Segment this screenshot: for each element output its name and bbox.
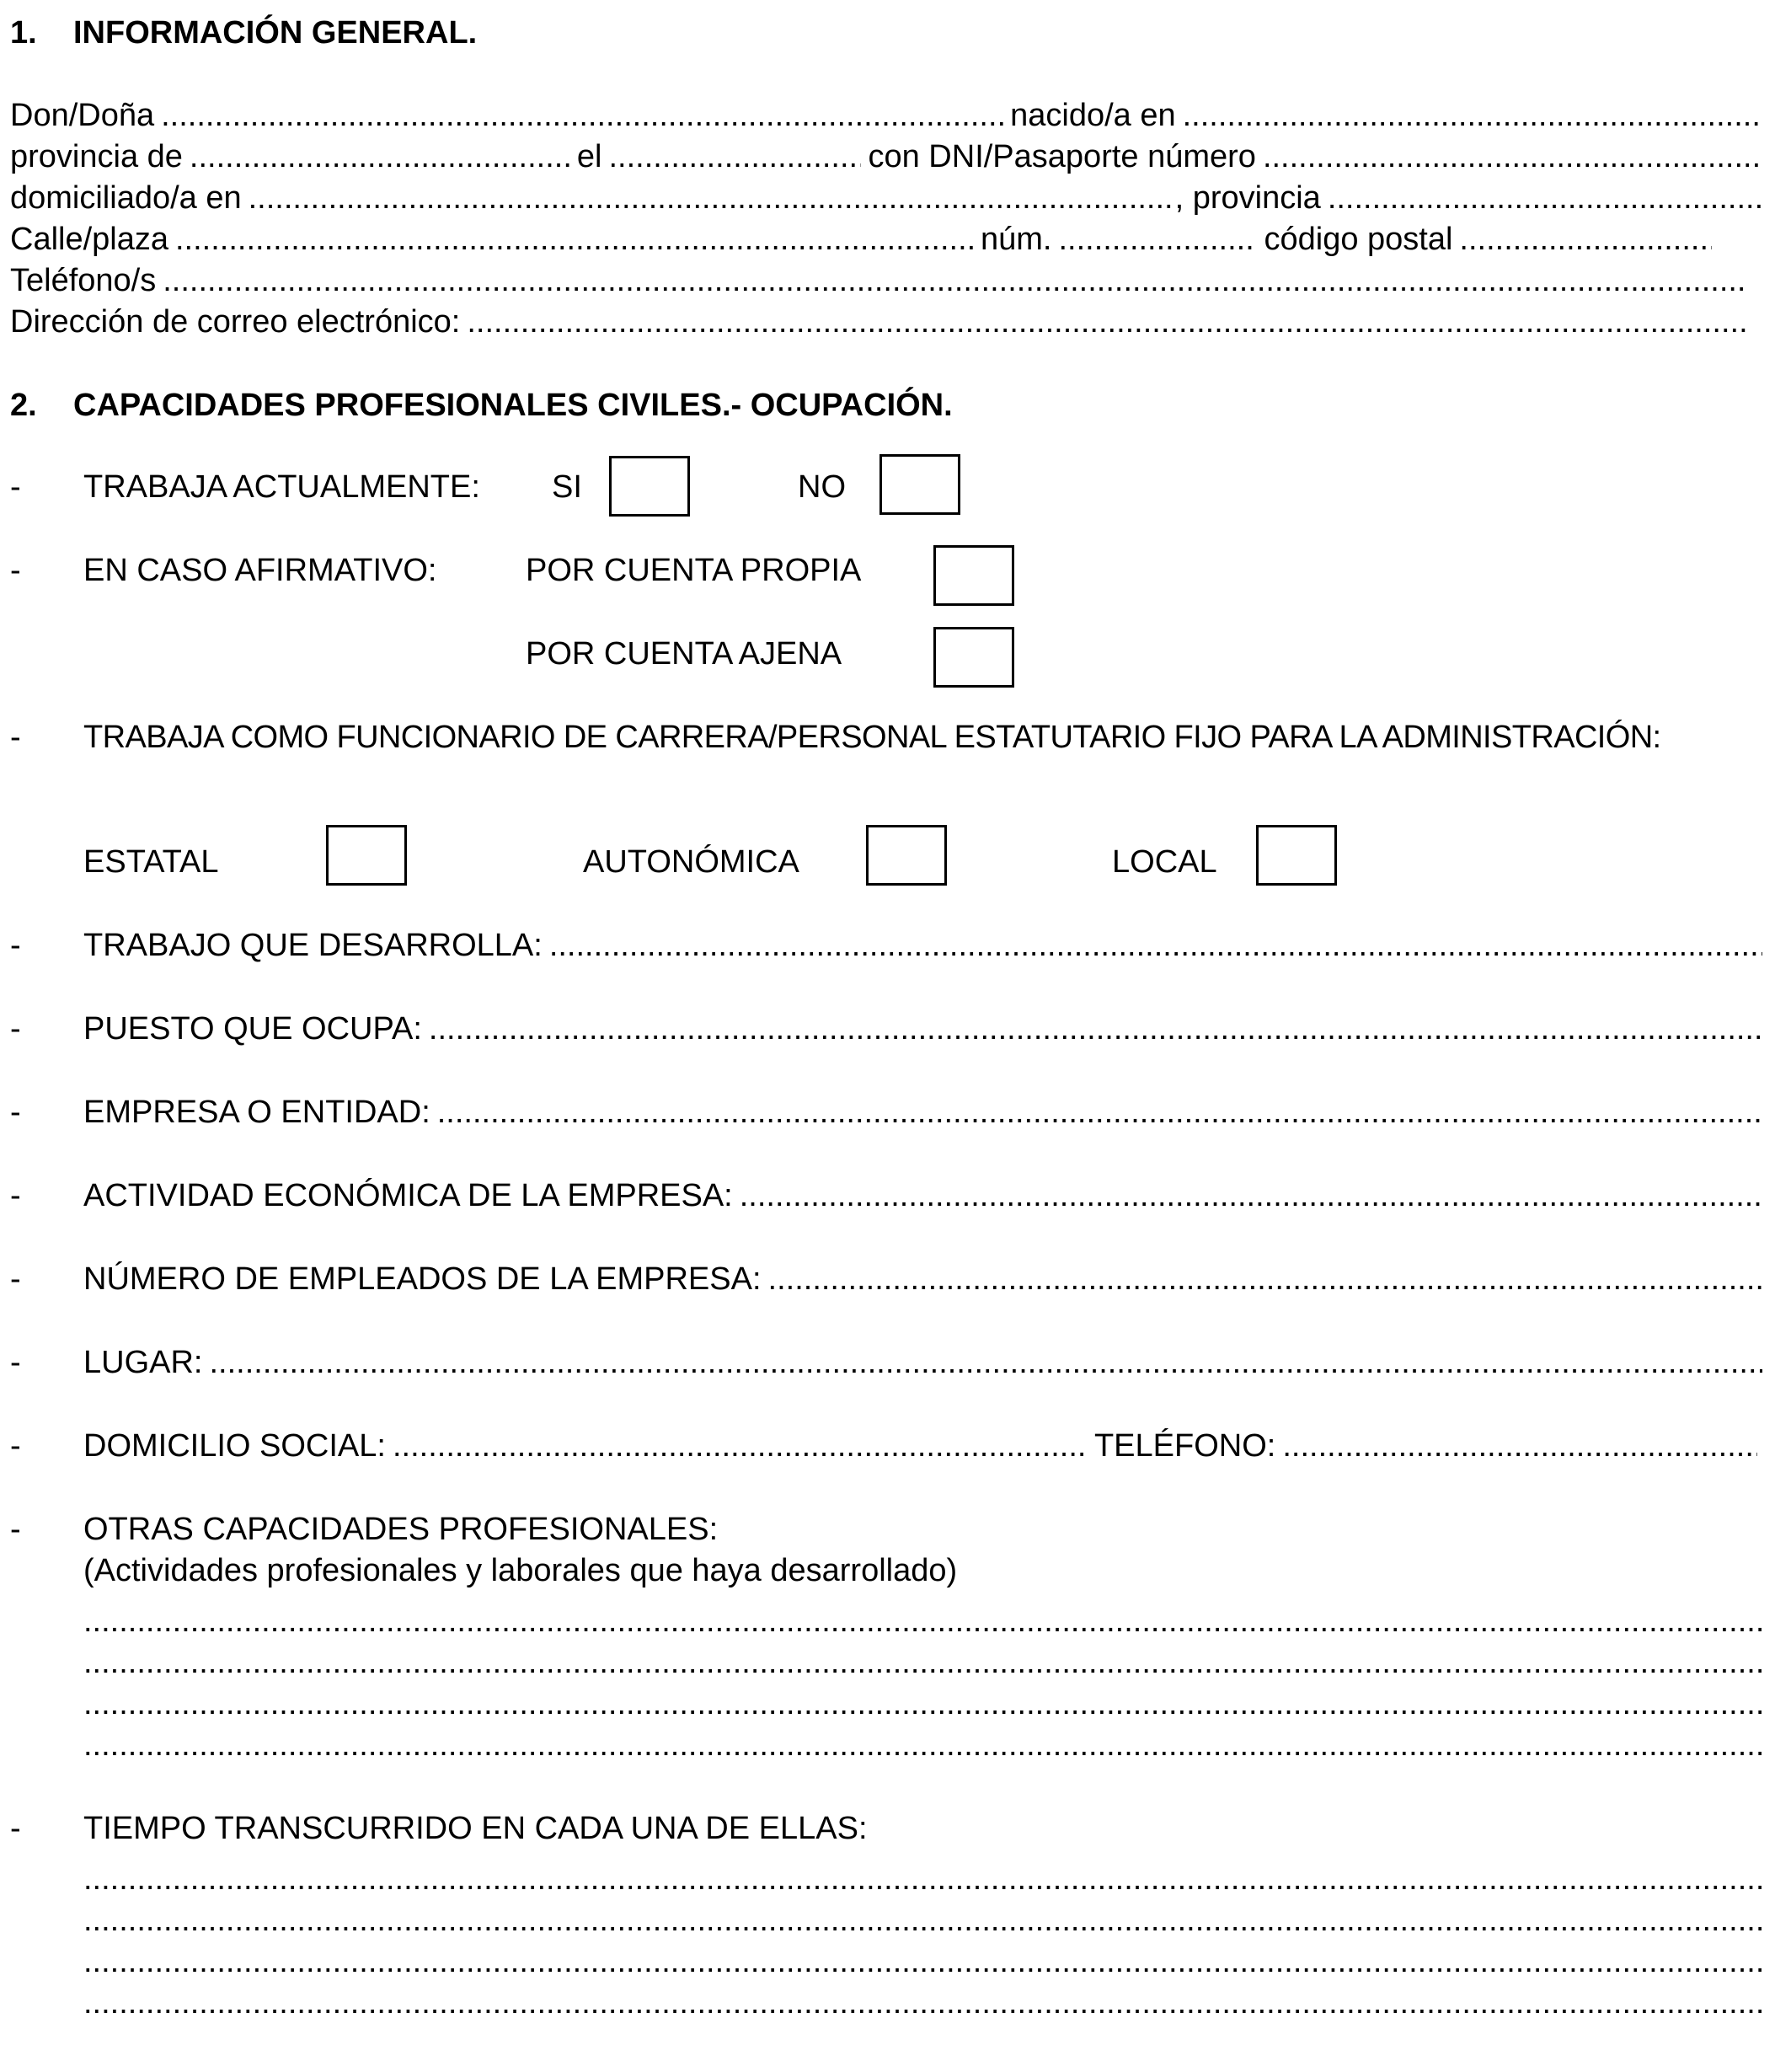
field-calle[interactable] [175,218,974,260]
field-provincia[interactable] [1328,177,1762,219]
label-no: NO [798,469,846,505]
row-calle [10,218,1719,260]
bullet-dash: - [10,553,21,588]
section-1-heading [10,12,477,54]
row-provincia-dni [10,136,1769,178]
field-otras-line-1[interactable] [83,1600,1764,1642]
label-telefonos: Teléfono/s [10,263,157,298]
checkbox-cuenta-propia[interactable] [933,545,1014,606]
bullet-dash: - [10,1811,21,1846]
label-nacido-en: nacido/a en [1010,98,1176,133]
checkbox-autonomica[interactable] [866,825,947,886]
label-don-dona: Don/Doña [10,98,155,133]
field-otras-line-4[interactable] [83,1724,1764,1766]
checkbox-local[interactable] [1256,825,1337,886]
field-tiempo-line-2[interactable] [83,1899,1764,1941]
label-tiempo: TIEMPO TRANSCURRIDO EN CADA UNA DE ELLAS: [83,1811,868,1846]
label-dni: con DNI/Pasaporte número [868,139,1256,174]
section-2-heading [10,384,953,426]
section-1-number: 1. [10,15,37,51]
label-puesto: PUESTO QUE OCUPA: [83,1011,422,1047]
section-2-title: CAPACIDADES PROFESIONALES CIVILES.- OCUPACIÓN. [73,388,953,423]
label-domicilio-social: DOMICILIO SOCIAL: [83,1428,386,1464]
label-otras-capacidades: OTRAS CAPACIDADES PROFESIONALES: [83,1512,719,1547]
field-domicilio-social[interactable] [393,1425,1088,1467]
checkbox-estatal[interactable] [326,825,407,886]
bullet-dash: - [10,1345,21,1380]
label-trabajo-desarrolla: TRABAJO QUE DESARROLLA: [83,928,543,963]
label-empleados: NÚMERO DE EMPLEADOS DE LA EMPRESA: [83,1261,762,1297]
bullet-dash: - [10,928,21,963]
label-si: SI [552,469,582,505]
row-lugar [83,1341,1769,1384]
field-telefonos[interactable] [163,260,1746,302]
field-tiempo-line-1[interactable] [83,1858,1764,1900]
field-lugar-nacimiento[interactable] [1183,94,1762,137]
field-num[interactable] [1058,218,1257,260]
row-domicilio-social [83,1425,1764,1467]
field-empleados[interactable] [768,1258,1762,1300]
row-actividad [83,1175,1769,1217]
checkbox-no[interactable] [879,454,960,515]
checkbox-si[interactable] [609,456,690,517]
field-empresa[interactable] [437,1091,1762,1133]
label-empresa: EMPRESA O ENTIDAD: [83,1095,430,1130]
bullet-dash: - [10,1512,21,1547]
field-lugar[interactable] [209,1341,1762,1384]
field-codigo-postal[interactable] [1459,218,1712,260]
label-cuenta-ajena: POR CUENTA AJENA [526,636,842,672]
label-autonomica: AUTONÓMICA [583,844,799,880]
label-trabaja-actualmente: TRABAJA ACTUALMENTE: [83,469,480,505]
row-trabajo-desarrolla [83,924,1769,966]
field-tiempo-line-4[interactable] [83,1982,1764,2024]
label-telefono: TELÉFONO: [1093,1428,1276,1464]
bullet-dash: - [10,1261,21,1297]
section-1-title: INFORMACIÓN GENERAL. [73,15,478,51]
label-calle: Calle/plaza [10,222,168,257]
field-nombre[interactable] [161,94,1003,137]
row-nombre [10,94,1769,137]
label-otras-nota: (Actividades profesionales y laborales que haya desarrollado) [83,1553,958,1588]
label-actividad: ACTIVIDAD ECONÓMICA DE LA EMPRESA: [83,1178,733,1213]
field-actividad[interactable] [740,1175,1762,1217]
label-num: núm. [981,222,1052,257]
field-fecha-nacimiento[interactable] [608,136,861,178]
label-domiciliado: domiciliado/a en [10,180,242,216]
label-estatal: ESTATAL [83,844,219,880]
label-provincia: , provincia [1174,180,1321,216]
bullet-dash: - [10,469,21,505]
row-empleados [83,1258,1769,1300]
field-telefono[interactable] [1282,1425,1757,1467]
label-email: Dirección de correo electrónico: [10,304,461,340]
bullet-dash: - [10,1428,21,1464]
field-provincia-nacimiento[interactable] [190,136,570,178]
label-local: LOCAL [1112,844,1217,880]
field-puesto[interactable] [429,1008,1762,1050]
section-2-number: 2. [10,388,37,423]
field-otras-line-3[interactable] [83,1683,1764,1725]
label-lugar: LUGAR: [83,1345,203,1380]
field-dni[interactable] [1263,136,1762,178]
bullet-dash: - [10,1178,21,1213]
label-provincia-de: provincia de [10,139,183,174]
row-email [10,301,1752,343]
field-tiempo-line-3[interactable] [83,1941,1764,1983]
label-funcionario: TRABAJA COMO FUNCIONARIO DE CARRERA/PERSONAL ESTATUTARIO FIJO PARA LA ADMINISTRACIÓN: [83,720,1661,755]
bullet-dash: - [10,1011,21,1047]
label-codigo-postal: código postal [1264,222,1453,257]
checkbox-cuenta-ajena[interactable] [933,627,1014,688]
bullet-dash: - [10,1095,21,1130]
field-email[interactable] [467,301,1746,343]
row-puesto [83,1008,1769,1050]
row-domicilio [10,177,1769,219]
row-empresa [83,1091,1769,1133]
field-domicilio[interactable] [249,177,1175,219]
field-trabajo-desarrolla[interactable] [549,924,1762,966]
label-el: el [576,139,602,174]
label-en-caso-afirmativo: EN CASO AFIRMATIVO: [83,553,437,588]
bullet-dash: - [10,720,21,755]
label-cuenta-propia: POR CUENTA PROPIA [526,553,862,588]
row-telefonos [10,260,1752,302]
field-otras-line-2[interactable] [83,1641,1764,1684]
